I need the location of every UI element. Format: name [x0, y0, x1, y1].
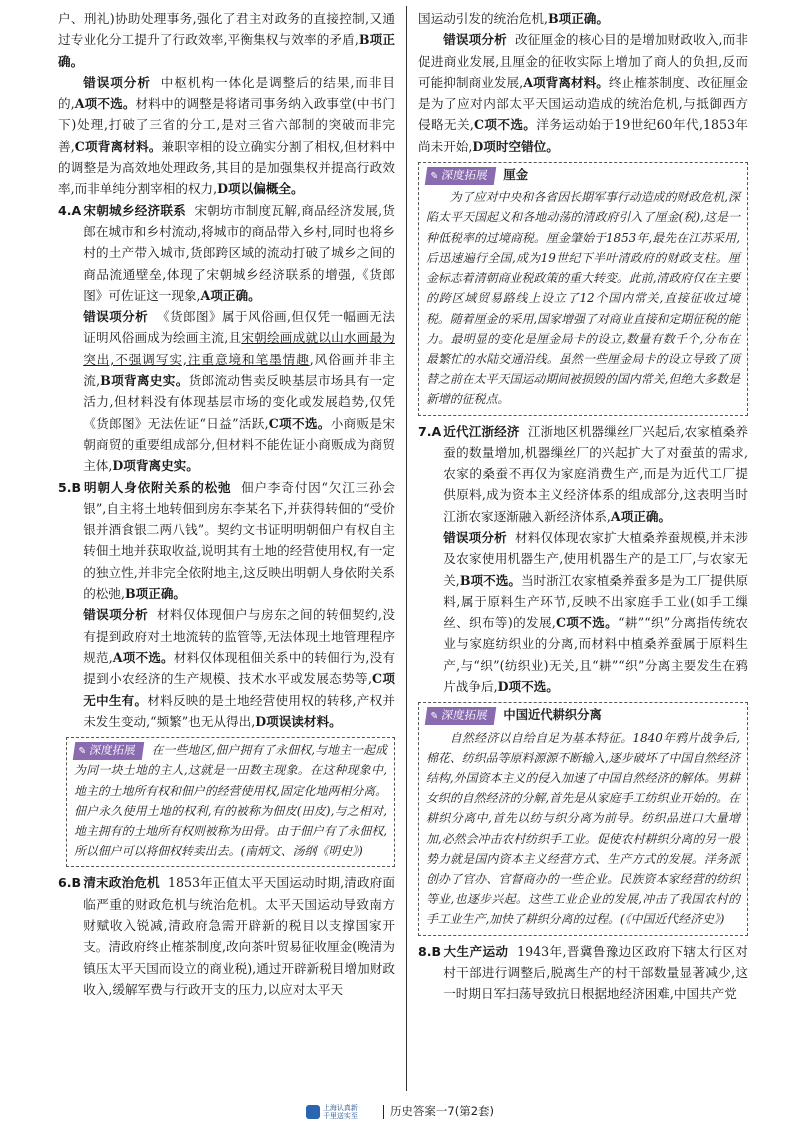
deep-extension-tag: ✎深度拓展: [73, 742, 145, 760]
deep-extension-box: [418, 702, 748, 935]
deep-extension-box: [418, 162, 748, 415]
deep-extension-tag: ✎深度拓展: [425, 707, 497, 725]
deep-extension-text: 自然经济以自给自足为基本特征。1840年鸦片战争后,棉花、纺织品等原料源源不断输入,逐步破坏了中国自然经济结构,外国资本主义的侵入加速了中国自然经济的解体。男耕女织的自然经济的分解,首先是从家庭手工纺织业开始的。在耕织分离中,首先以纺与织分离为前导。纺织品进口大量增加,必然会冲击农村纺织手工业。促使农村耕织分离的另一股势力就是国内资本主义经营方式、生产方式的发展。洋务派创办了官办、官督商办的一些企业。民族资本家经营的纺织等业,也逐步兴起。这些工业企业的发展,冲击了我国农村的手工业生产,加快了耕织分离的过程。(《中国近代经济史》): [426, 730, 740, 927]
page-footer: [0, 1103, 800, 1125]
column-divider: [406, 6, 407, 1091]
pencil-icon: ✎: [77, 746, 88, 758]
pencil-icon: ✎: [429, 711, 440, 723]
deep-extension-header: [426, 705, 740, 725]
deep-extension-text: ✎深度拓展 在一些地区,佃户拥有了永佃权,与地主一起成为同一块土地的主人,这就是一田数主现象。在这种现象中,地主的土地所有权和佃户的经营使用权,固定化地两相分离。佃户永久使用土地的权利,有的被称为佃皮(田皮),与之相对,地主拥有的土地所有权则被称为田骨。由于佃户有了永佃权,所以佃户可以将佃权转卖出去。(南炳文、汤纲《明史》): [74, 743, 387, 859]
right-column: [418, 8, 748, 1005]
q6-answer: 6.B 清末政治危机 1853年正值太平天国运动时期,清政府面临严重的财政危机与统治危机。太平天国运动导致南方财赋收入锐减,清政府急需开辟新的税目以支撑国家开支。清政府终止榷茶制度,改向茶叶贸易征收厘金(晚清为镇压太平天国而设立的商业税),通过开辟新税目增加财政收入,缓解军费与行政开支的压力,以应对太平天: [58, 875, 396, 997]
q5-error-analysis: 错误项分析 材料仅体现佃户与房东之间的转佃契约,没有提到政府对土地流转的监管等,无法体现土地管理程序规范,A项不选。材料仅体现租佃关系中的转佃行为,没有提到小农经济的生产规模、技术水平或发展态势等,C项无中生有。材料反映的是土地经营使用权的转移,产权并未发生变动,“频繁”也无从得出,D项误读材料。: [83, 607, 395, 729]
pencil-icon: ✎: [429, 171, 440, 183]
deep-extension-box: [66, 737, 395, 867]
q4-error-analysis: 错误项分析 《货郎图》属于风俗画,但仅凭一幅画无法证明风俗画成为绘画主流,且宋朝绘画成就以山水画最为突出,不强调写实,注重意境和笔墨情趣,风俗画并非主流,B项背离史实。货郎流动售卖反映基层市场具有一定活力,但材料没有体现基层市场的变化或发展趋势,仅凭《货郎图》无法佐证“日益”活跃,C项不选。小商贩是宋朝商贸的重要组成部分,但材料不能佐证小商贩成为商贸主体,D项背离史实。: [83, 309, 396, 474]
deep-extension-header: [426, 165, 740, 185]
q3-error-analysis: 错误项分析 中枢机构一体化是调整后的结果,而非目的,A项不选。材料中的调整是将诸司事务纳入政事堂(中书门下)处理,打破了三省的分工,是对三省六部制的突破而非完善,C项背离材料。兼职宰相的设立确实分割了相权,但材料中的调整是为高效地处理政务,其目的是加强集权并提高行政效率,而非单纯分割宰相的权力,D项以偏概全。: [58, 74, 395, 197]
q7-error-analysis: 错误项分析 材料仅体现农家扩大植桑养蚕规模,并未涉及农家使用机器生产,使用机器生产的是工厂,与农家无关,B项不选。当时浙江农家植桑养蚕多是为工厂提供原料,属于原料生产环节,反映不出家庭手工业(如手工缫丝、织布等)的发展,C项不选。“耕”“织”分离指传统农业与家庭纺织业的分离,而材料中植桑养蚕属于原料生产,与“织”(纺织业)无关,且“耕”“织”分离主要发生在鸦片战争后,D项不选。: [443, 530, 748, 695]
publisher-logo-icon: [306, 1105, 320, 1119]
q6-continuation: 国运动引发的统治危机,B项正确。: [418, 11, 609, 26]
deep-extension-title: 中国近代耕织分离: [503, 708, 602, 723]
q3-continuation: 户、刑礼)协助处理事务,强化了君主对政务的直接控制,又通过专业化分工提升了行政效率,平衡集权与效率的矛盾,B项正确。: [58, 11, 395, 69]
deep-extension-title: 厘金: [503, 168, 528, 183]
q4-answer: 4.A 宋朝城乡经济联系 宋朝坊市制度瓦解,商品经济发展,货郎在城市和乡村流动,将城市的商品带入乡村,同时也将乡村的土产带入城市,货郎跨区域的流动打破了城乡之间的商品流通壁垒,体现了宋朝城乡经济联系的增强,《货郎图》可佐证这一现象,A项正确。: [58, 202, 395, 303]
publisher-logo: 上海认真新 千里送实至: [322, 1103, 358, 1120]
deep-extension-text: 为了应对中央和各省因长期军事行动造成的财政危机,深陷太平天国起义和各地动荡的清政府引入了厘金(税),这是一种低税率的过境商税。厘金肇始于1853年,最先在江苏采用,后迅速遍行全国,成为19世纪下半叶清政府的财政支柱。厘金标志着清朝商业税政策的重大转变。此前,清政府仅在主要的跨区域贸易路线上设立了12个国内常关,直接征收过境税。随着厘金的采用,国家增强了对商业直接和定期征税的能力。最明显的变化是厘金局卡的设立,数量有数千个,分布在最繁忙的水陆交通沿线。虽然一些厘金局卡的设立导致了顶替之前在太平天国运动期间被损毁的国内常关,但绝大多数是新增的征税点。: [426, 190, 740, 407]
page-number: 历史答案一7(第2套): [389, 1104, 495, 1118]
left-column: [58, 8, 395, 1000]
footer-separator: [383, 1105, 384, 1119]
q6-error-analysis: 错误项分析 改征厘金的核心目的是增加财政收入,而非促进商业发展,且厘金的征收实际上增加了商人的负担,反而可能抑制商业发展,A项背离材料。终止榷茶制度、改征厘金是为了应对内部太平天国运动造成的统治危机,与抵御西方侵略无关,C项不选。洋务运动始于19世纪60年代,1853年尚未开始,D项时空错位。: [418, 32, 748, 154]
deep-extension-tag: ✎深度拓展: [425, 167, 497, 185]
q7-answer: 7.A 近代江浙经济 江浙地区机器缫丝厂兴起后,农家植桑养蚕的数量增加,机器缫丝厂的兴起扩大了对蚕茧的需求,农家的桑蚕不再仅为家庭消费生产,而是为近代工厂提供原料,成为资本主义经济体系的组成部分,这表明当时江浙农家逐渐融入新经济体系,A项正确。: [418, 423, 748, 524]
q8-answer: 8.B 大生产运动 1943年,晋冀鲁豫边区政府下辖太行区对村干部进行调整后,脱离生产的村干部数量显著减少,这一时期日军扫荡导致抗日根据地经济困难,中国共产党: [418, 943, 748, 1002]
q5-answer: 5.B 明朝人身依附关系的松弛 佃户李奇付因“欠江三孙会银”,自主将土地转佃到房东李某名下,并获得转佃的“受价银并酒食银二两八钱”。契约文书证明明朝佃户有权自主转佃土地并获取收益,说明其有土地的经营使用权,有一定的独立性,并非完全依附地主,这反映出明朝人身依附关系的松弛,B项正确。: [58, 479, 396, 602]
